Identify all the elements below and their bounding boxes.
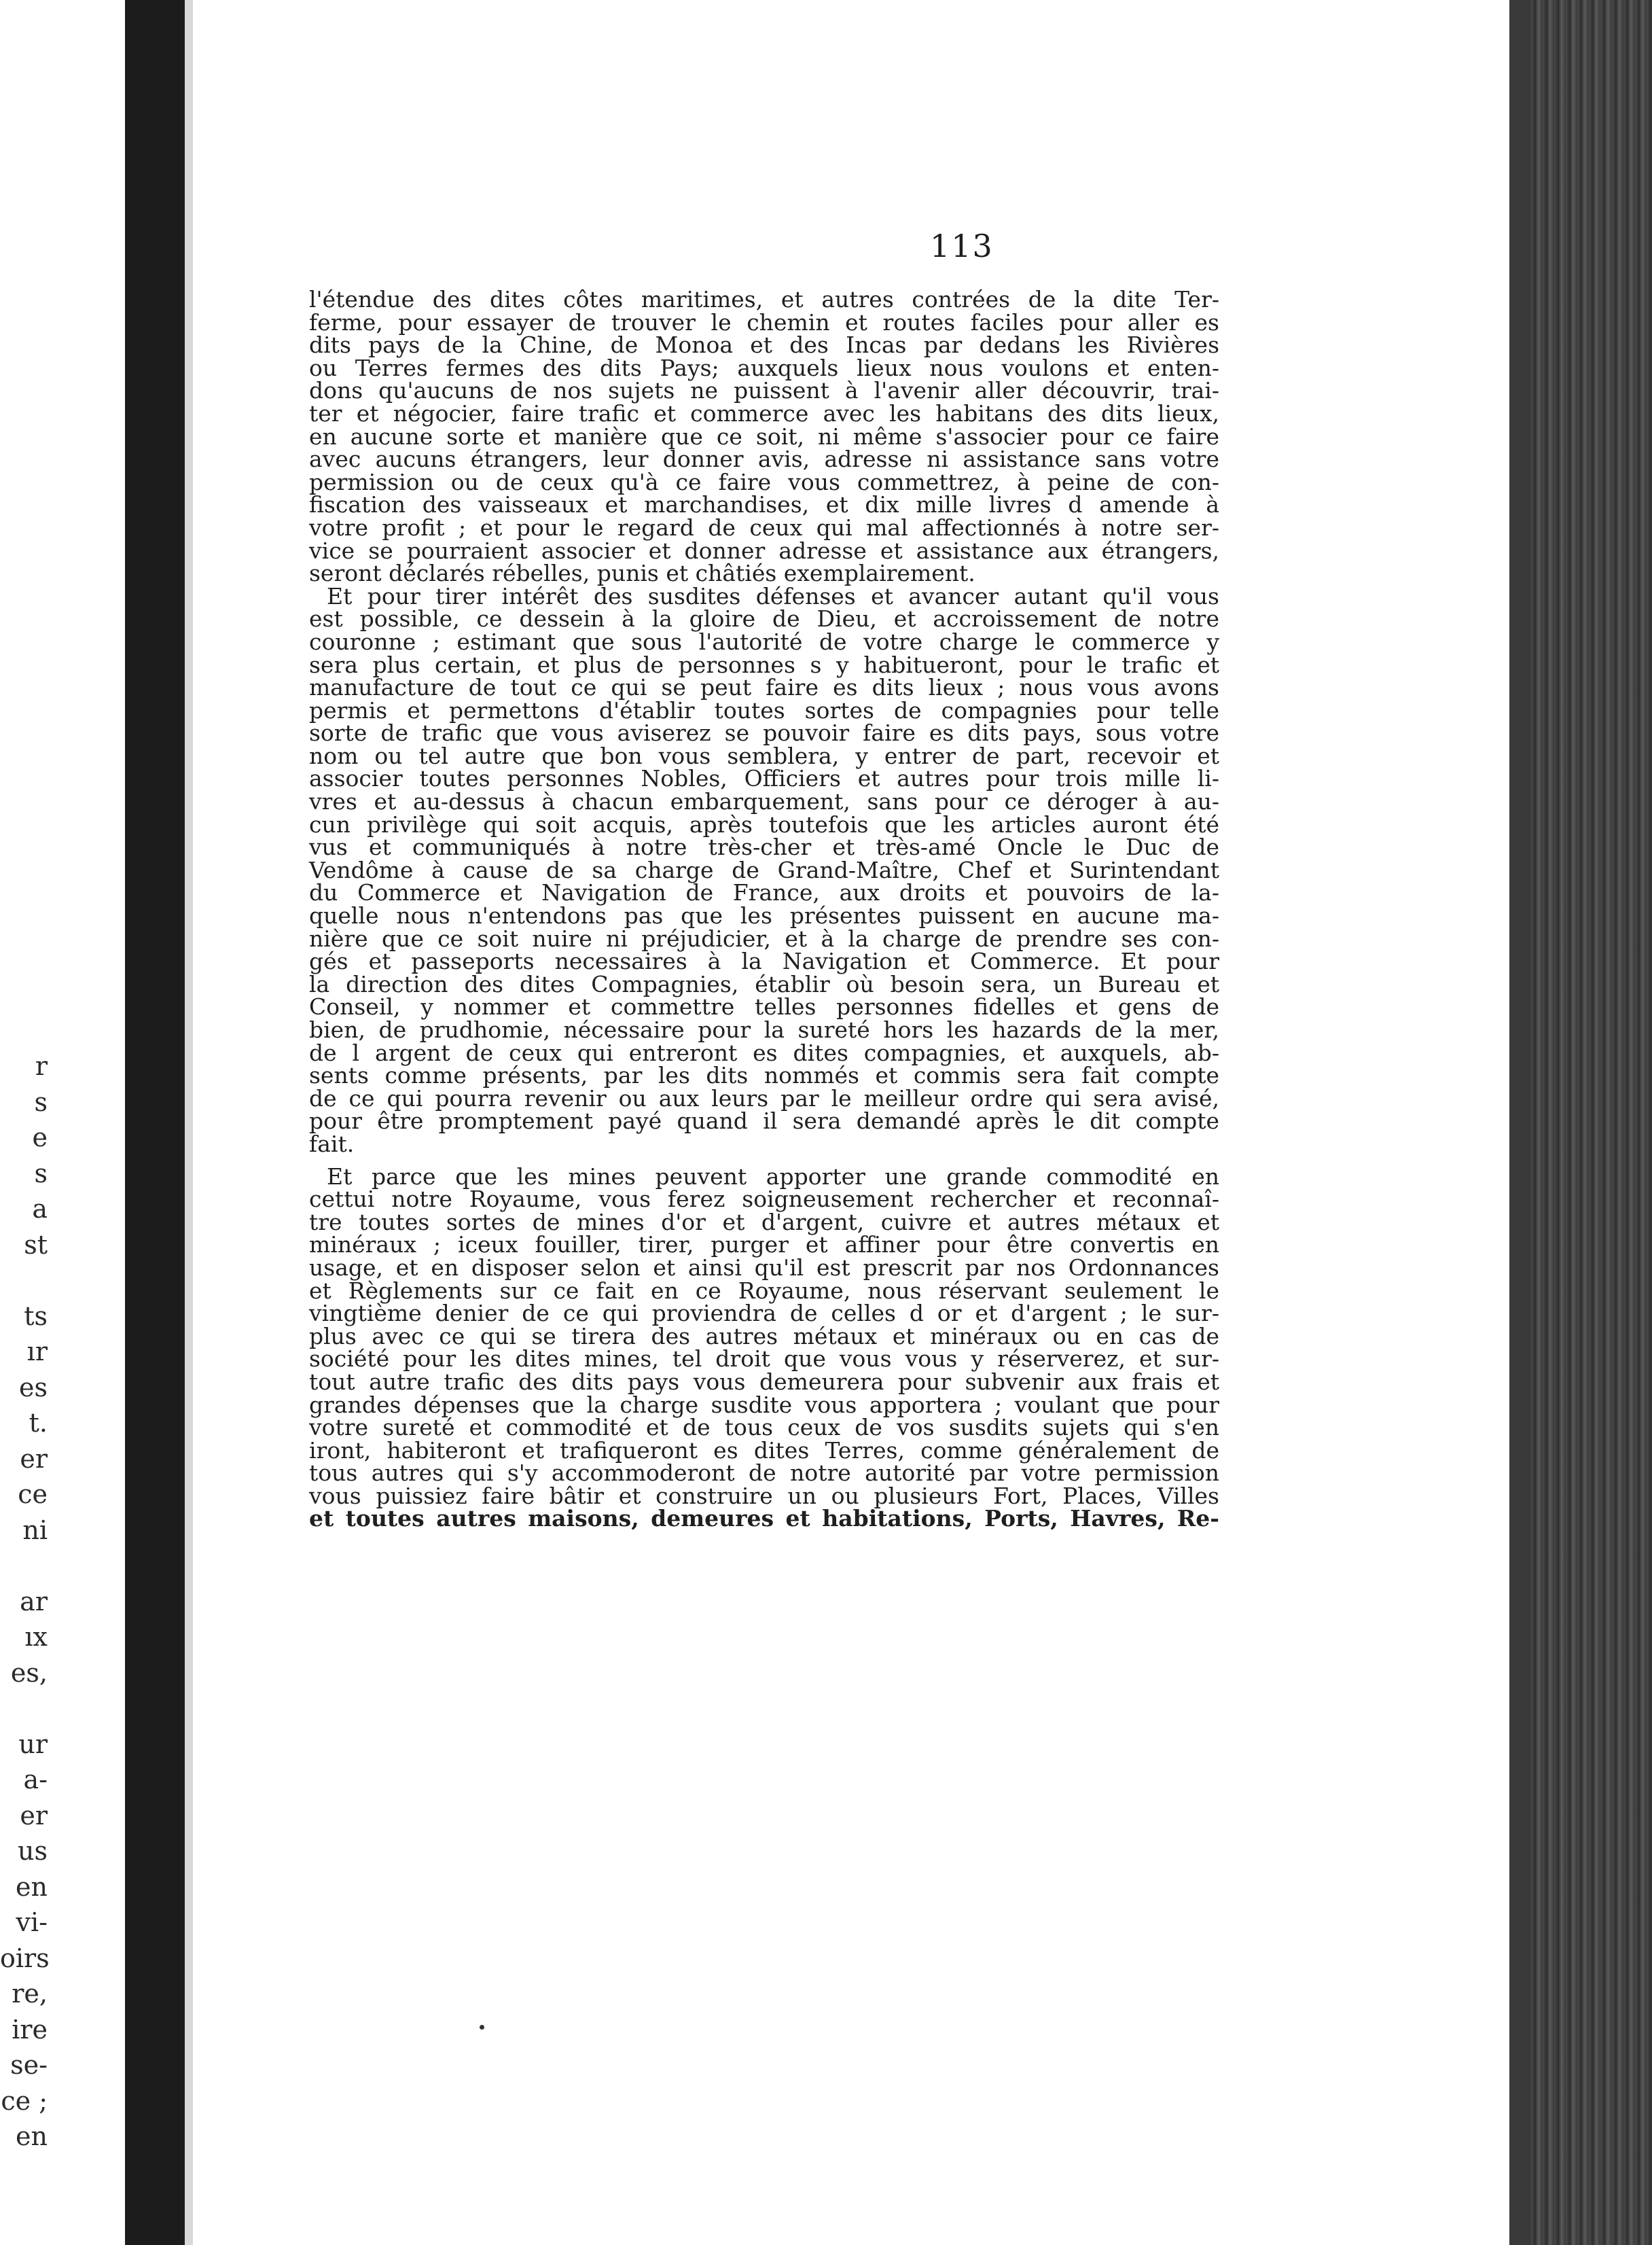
text-line: société pour les dites mines, tel droit que vous vous y réserverez, et sur- [309, 1345, 1219, 1373]
text-line: fait. [309, 1130, 355, 1157]
text-line: vous puissiez faire bâtir et construire un ou plusieurs Fort, Places, Villes [309, 1482, 1219, 1509]
text-line: permis et permettons d'établir toutes sortes de compagnies pour telle [309, 696, 1219, 724]
prev-page-line-end: ts [24, 1301, 48, 1331]
prev-page-line-end: en [16, 2121, 48, 2151]
text-line: ter et négocier, faire trafic et commerce avec les habitans des dits lieux, [309, 400, 1219, 427]
text-line: iront, habiteront et trafiqueront es dites Terres, comme généralement de [309, 1436, 1219, 1464]
text-line: grandes dépenses que la charge susdite vous apportera ; voulant que pour [309, 1391, 1219, 1418]
text-line: fiscation des vaisseaux et marchandises, et dix mille livres d amende à [309, 491, 1219, 518]
prev-page-line-end: er [20, 1800, 48, 1831]
text-line: vice se pourraient associer et donner adresse et assistance aux étrangers, [309, 537, 1219, 564]
text-line: votre sureté et commodité et de tous ceux de vos susdits sujets qui s'en [309, 1414, 1219, 1441]
text-line: sents comme présents, par les dits nommés et commis sera fait compte [309, 1062, 1219, 1089]
text-line: Et parce que les mines peuvent apporter une grande commodité en [327, 1163, 1219, 1190]
text-line: nom ou tel autre que bon vous semblera, y entrer de part, recevoir et [309, 742, 1219, 769]
text-line: votre profit ; et pour le regard de ceux qui mal affectionnés à notre ser- [309, 514, 1219, 541]
text-line: tre toutes sortes de mines d'or et d'argent, cuivre et autres métaux et [309, 1208, 1219, 1235]
text-line: associer toutes personnes Nobles, Officiers et autres pour trois mille li- [309, 765, 1219, 792]
prev-page-line-end: ce [18, 1479, 48, 1509]
prev-page-line-end: es [19, 1372, 48, 1402]
text-line: vres et au-dessus à chacun embarquement, sans pour ce déroger à au- [309, 788, 1219, 815]
text-line: dons qu'aucuns de nos sujets ne puissent à l'avenir aller découvrir, trai- [309, 377, 1219, 404]
text-line: cettui notre Royaume, vous ferez soigneusement rechercher et reconnaî- [309, 1186, 1219, 1213]
prev-page-line-end: st [24, 1229, 48, 1260]
text-line: couronne ; estimant que sous l'autorité de votre charge le commerce y [309, 628, 1219, 655]
text-line: la direction des dites Compagnies, établir où besoin sera, un Bureau et [309, 970, 1219, 997]
prev-page-line-end: ire [12, 2014, 48, 2045]
text-line: sera plus certain, et plus de personnes s y habitueront, pour le trafic et [309, 651, 1219, 678]
prev-page-line-end: a- [23, 1765, 48, 1795]
text-line: minéraux ; iceux fouiller, tirer, purger et affiner pour être convertis en [309, 1231, 1219, 1258]
prev-page-line-end: a [32, 1194, 48, 1224]
prev-page-line-end: en [16, 1871, 48, 1902]
text-line: gés et passeports necessaires à la Navigation et Commerce. Et pour [309, 948, 1219, 975]
prev-page-line-end: us [18, 1836, 48, 1866]
text-line: ferme, pour essayer de trouver le chemin et routes faciles pour aller es [309, 308, 1219, 336]
prev-page-line-end: ıx [24, 1622, 48, 1652]
text-line: permission ou de ceux qu'à ce faire vous commettrez, à peine de con- [309, 468, 1219, 495]
text-line: Vendôme à cause de sa charge de Grand-Maître, Chef et Surintendant [309, 856, 1219, 883]
text-line: en aucune sorte et manière que ce soit, ni même s'associer pour ce faire [309, 423, 1219, 450]
text-line: et toutes autres maisons, demeures et habitations, Ports, Havres, Re- [309, 1505, 1219, 1532]
text-line: tout autre trafic des dits pays vous demeurera pour subvenir aux frais et [309, 1368, 1219, 1395]
text-line: usage, et en disposer selon et ainsi qu'il est prescrit par nos Ordonnances [309, 1254, 1219, 1281]
prev-page-line-end: se- [10, 2050, 48, 2080]
text-line: nière que ce soit nuire ni préjudicier, et à la charge de prendre ses con- [309, 925, 1219, 952]
prev-page-line-end: re, [12, 1979, 48, 2009]
prev-page-line-end: vi- [16, 1907, 48, 1937]
ink-speck [480, 2025, 484, 2030]
text-line: de l argent de ceux qui entreront es dites compagnies, et auxquels, ab- [309, 1039, 1219, 1066]
text-line: cun privilège qui soit acquis, après toutefois que les articles auront été [309, 811, 1219, 838]
prev-page-line-end: s [34, 1086, 48, 1117]
text-line: bien, de prudhomie, nécessaire pour la sureté hors les hazards de la mer, [309, 1017, 1219, 1043]
text-line: et Règlements sur ce fait en ce Royaume, nous réservant seulement le [309, 1277, 1219, 1304]
gutter-edge [185, 0, 193, 2245]
page-edge-right [1509, 0, 1531, 2245]
prev-page-line-end: ce ; [1, 2085, 48, 2116]
prev-page-line-end: ır [26, 1337, 48, 1366]
text-line: plus avec ce qui se tirera des autres métaux et minéraux ou en cas de [309, 1322, 1219, 1349]
prev-page-line-end: e [32, 1122, 48, 1152]
prev-page-line-end: oirs [0, 1943, 50, 1973]
text-line: dits pays de la Chine, de Monoa et des Incas par dedans les Rivières [309, 332, 1219, 359]
prev-page-line-end: ar [20, 1586, 48, 1616]
prev-page-line-end: ur [18, 1729, 48, 1759]
text-line: Conseil, y nommer et commettre telles personnes fidelles et gens de [309, 993, 1219, 1021]
prev-page-line-end: r [35, 1051, 48, 1081]
text-line: seront déclarés rébelles, punis et châtiés exemplairement. [309, 560, 975, 587]
text-line: sorte de trafic que vous aviserez se pouvoir faire es dits pays, sous votre [309, 720, 1219, 747]
body-text [309, 288, 1219, 1530]
text-line: manufacture de tout ce qui se peut faire es dits lieux ; nous vous avons [309, 674, 1219, 701]
prev-page-line-end: es, [10, 1657, 48, 1688]
text-line: du Commerce et Navigation de France, aux droits et pouvoirs de la- [309, 879, 1219, 906]
previous-page-fragment [0, 0, 125, 2245]
text-line: de ce qui pourra revenir ou aux leurs par le meilleur ordre qui sera avisé, [309, 1084, 1219, 1112]
prev-page-line-end: er [20, 1443, 48, 1474]
prev-page-line-end: ni [22, 1515, 48, 1545]
prev-page-line-end: t. [29, 1408, 48, 1438]
text-line: quelle nous n'entendons pas que les présentes puissent en aucune ma- [309, 902, 1219, 930]
text-line: Et pour tirer intérêt des susdites défenses et avancer autant qu'il vous [327, 582, 1219, 609]
text-line: vus et communiqués à notre très-cher et très-amé Oncle le Duc de [309, 834, 1219, 861]
text-line: est possible, ce dessein à la gloire de Dieu, et accroissement de notre [309, 605, 1219, 633]
text-line: tous autres qui s'y accommoderont de notre autorité par votre permission [309, 1460, 1219, 1487]
text-line: pour être promptement payé quand il sera demandé après le dit compte [309, 1108, 1219, 1135]
text-line: vingtième denier de ce qui proviendra de celles d or et d'argent ; le sur- [309, 1300, 1219, 1327]
scanner-background [1531, 0, 1652, 2245]
text-line: avec aucuns étrangers, leur donner avis, adresse ni assistance sans votre [309, 446, 1219, 473]
text-line: l'étendue des dites côtes maritimes, et autres contrées de la dite Ter- [309, 286, 1219, 313]
book-gutter [125, 0, 186, 2245]
prev-page-line-end: s [34, 1158, 48, 1188]
text-line: ou Terres fermes des dits Pays; auxquels lieux nous voulons et enten- [309, 354, 1219, 381]
page-number: 113 [930, 228, 994, 264]
